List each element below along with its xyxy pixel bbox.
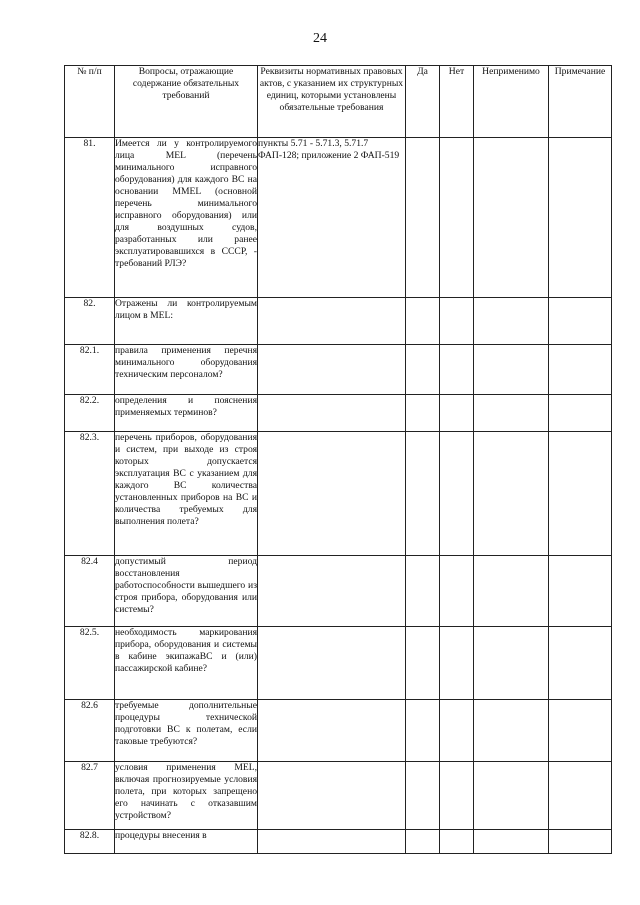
- answer-no-cell[interactable]: [440, 345, 474, 395]
- table-row: [65, 345, 612, 395]
- row-number: 82.4: [65, 556, 115, 627]
- table-header-row: [65, 66, 612, 138]
- table-row: [65, 138, 612, 298]
- header-no: Нет: [440, 66, 474, 138]
- answer-yes-cell[interactable]: [406, 345, 440, 395]
- row-number: 82.2.: [65, 395, 115, 432]
- answer-na-cell[interactable]: [474, 627, 549, 700]
- row-question: Имеется ли у контролируемого лица MEL (перечень минимального исправного оборудования) для каждого ВС на основании MMEL (основной перечень минимального исправного оборудования) или для воздушных судов, разработанных или ранее эксплуатировавшихся в СССР, - требований РЛЭ?: [115, 138, 258, 298]
- header-na: Неприменимо: [474, 66, 549, 138]
- header-num: № п/п: [65, 66, 115, 138]
- answer-na-cell[interactable]: [474, 138, 549, 298]
- header-questions: Вопросы, отражающие содержание обязательных требований: [115, 66, 258, 138]
- note-cell[interactable]: [549, 432, 612, 556]
- answer-yes-cell[interactable]: [406, 762, 440, 830]
- answer-yes-cell[interactable]: [406, 627, 440, 700]
- row-question: требуемые дополнительные процедуры технической подготовки ВС к полетам, если таковые требуются?: [115, 700, 258, 762]
- answer-na-cell[interactable]: [474, 298, 549, 345]
- references-continuation: [258, 762, 406, 830]
- references-continuation: [258, 395, 406, 432]
- answer-yes-cell[interactable]: [406, 830, 440, 854]
- answer-no-cell[interactable]: [440, 395, 474, 432]
- row-question: необходимость маркирования прибора, оборудования и системы в кабине экипажаВС и (или) пассажирской кабине?: [115, 627, 258, 700]
- references-continuation: [258, 627, 406, 700]
- note-cell[interactable]: [549, 138, 612, 298]
- row-question: процедуры внесения в: [115, 830, 258, 854]
- references-continuation: [258, 345, 406, 395]
- row-question: правила применения перечня минимального оборудования техническим персоналом?: [115, 345, 258, 395]
- table-row: [65, 432, 612, 556]
- header-requisites: Реквизиты нормативных правовых актов, с указанием их структурных единиц, которыми установлены обязательные требования: [258, 66, 406, 138]
- note-cell[interactable]: [549, 700, 612, 762]
- row-question: условия применения MEL, включая прогнозируемые условия полета, при которых запрещено его начинать с отказавшим устройством?: [115, 762, 258, 830]
- table-row: [65, 830, 612, 854]
- row-question: Отражены ли контролируемым лицом в MEL:: [115, 298, 258, 345]
- row-question: определения и пояснения применяемых терминов?: [115, 395, 258, 432]
- answer-yes-cell[interactable]: [406, 700, 440, 762]
- header-note: Примечание: [549, 66, 612, 138]
- references-continuation: [258, 556, 406, 627]
- answer-no-cell[interactable]: [440, 298, 474, 345]
- answer-no-cell[interactable]: [440, 830, 474, 854]
- note-cell[interactable]: [549, 345, 612, 395]
- row-number: 82.8.: [65, 830, 115, 854]
- note-cell[interactable]: [549, 627, 612, 700]
- note-cell[interactable]: [549, 556, 612, 627]
- answer-na-cell[interactable]: [474, 700, 549, 762]
- answer-yes-cell[interactable]: [406, 395, 440, 432]
- answer-yes-cell[interactable]: [406, 298, 440, 345]
- answer-yes-cell[interactable]: [406, 556, 440, 627]
- answer-na-cell[interactable]: [474, 432, 549, 556]
- row-number: 82.1.: [65, 345, 115, 395]
- requirements-table: [64, 65, 612, 854]
- answer-na-cell[interactable]: [474, 395, 549, 432]
- row-number: 82.7: [65, 762, 115, 830]
- answer-na-cell[interactable]: [474, 556, 549, 627]
- table-row: [65, 395, 612, 432]
- note-cell[interactable]: [549, 762, 612, 830]
- answer-no-cell[interactable]: [440, 432, 474, 556]
- table-row: [65, 298, 612, 345]
- references-continuation: [258, 432, 406, 556]
- table-row: [65, 700, 612, 762]
- references-continuation: [258, 298, 406, 345]
- note-cell[interactable]: [549, 830, 612, 854]
- table-row: [65, 556, 612, 627]
- row-number: 82.6: [65, 700, 115, 762]
- answer-yes-cell[interactable]: [406, 432, 440, 556]
- answer-na-cell[interactable]: [474, 762, 549, 830]
- answer-no-cell[interactable]: [440, 627, 474, 700]
- references-continuation: [258, 830, 406, 854]
- answer-na-cell[interactable]: [474, 345, 549, 395]
- row-number: 81.: [65, 138, 115, 298]
- answer-no-cell[interactable]: [440, 556, 474, 627]
- row-number: 82.: [65, 298, 115, 345]
- note-cell[interactable]: [549, 298, 612, 345]
- row-number: 82.5.: [65, 627, 115, 700]
- row-question: допустимый период восстановления работоспособности вышедшего из строя прибора, оборудования или системы?: [115, 556, 258, 627]
- row-question: перечень приборов, оборудования и систем, при выходе из строя которых допускается эксплуатация ВС с указанием для каждого ВС количества установленных приборов на ВС и количества требуемых для выполнения полета?: [115, 432, 258, 556]
- answer-no-cell[interactable]: [440, 700, 474, 762]
- answer-na-cell[interactable]: [474, 830, 549, 854]
- answer-yes-cell[interactable]: [406, 138, 440, 298]
- table-row: [65, 627, 612, 700]
- answer-no-cell[interactable]: [440, 762, 474, 830]
- row-number: 82.3.: [65, 432, 115, 556]
- header-yes: Да: [406, 66, 440, 138]
- table-row: [65, 762, 612, 830]
- page-number: 24: [313, 31, 327, 46]
- answer-no-cell[interactable]: [440, 138, 474, 298]
- references-continuation: [258, 700, 406, 762]
- note-cell[interactable]: [549, 395, 612, 432]
- row-references: пункты 5.71 - 5.71.3, 5.71.7 ФАП-128; приложение 2 ФАП-519: [258, 138, 406, 298]
